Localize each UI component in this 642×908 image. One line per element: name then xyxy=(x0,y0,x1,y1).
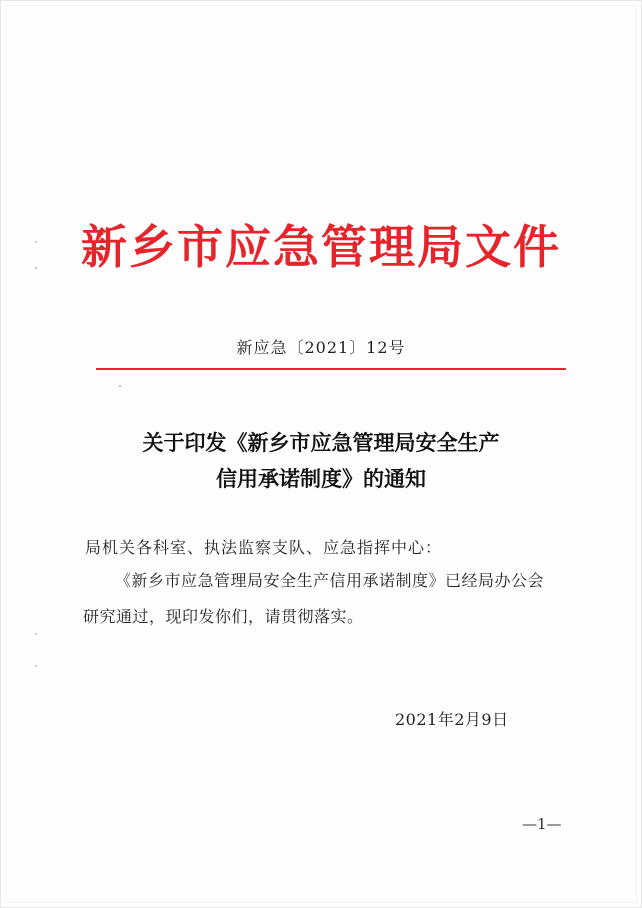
scan-speck xyxy=(35,267,37,269)
page-number: —1— xyxy=(522,815,562,833)
header-divider xyxy=(96,368,566,370)
scan-speck xyxy=(35,633,37,635)
scan-speck xyxy=(119,385,121,387)
addressee-line: 局机关各科室、执法监察支队、应急指挥中心： xyxy=(85,538,443,557)
body-paragraph-line-1: 《新乡市应急管理局安全生产信用承诺制度》已经局办公会 xyxy=(115,571,545,590)
document-page xyxy=(5,5,637,903)
scan-speck xyxy=(35,665,37,667)
title-line-2: 信用承诺制度》的通知 xyxy=(216,466,426,491)
title-line-1: 关于印发《新乡市应急管理局安全生产 xyxy=(142,430,500,455)
document-header: 新乡市应急管理局文件 xyxy=(81,220,561,274)
body-paragraph-line-2: 研究通过，现印发你们，请贯彻落实。 xyxy=(83,607,364,626)
scan-speck xyxy=(35,241,37,243)
document-number: 新应急〔2021〕12号 xyxy=(236,338,406,357)
document-title xyxy=(5,425,637,497)
issue-date: 2021年2月9日 xyxy=(395,710,509,729)
